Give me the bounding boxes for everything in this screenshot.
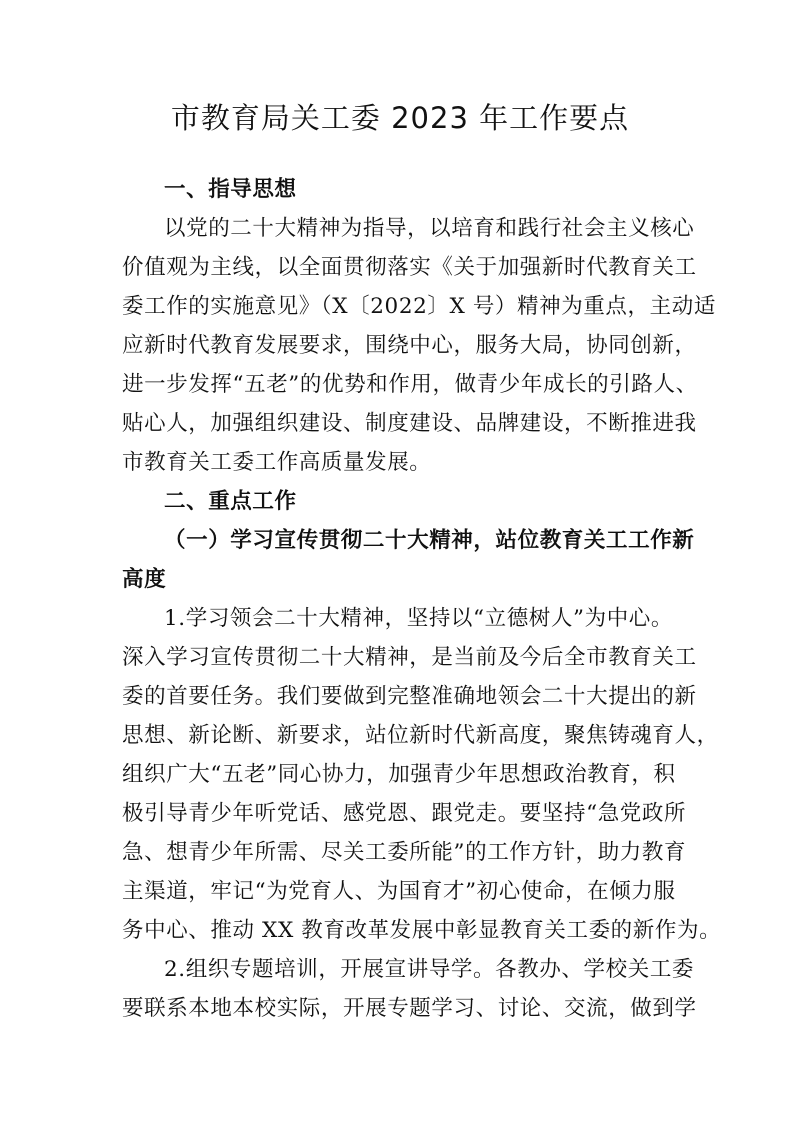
- paragraph-line: 市教育关工委工作高质量发展。: [122, 450, 432, 475]
- paragraph-line: 价值观为主线，以全面贯彻落实《关于加强新时代教育关工: [122, 255, 697, 280]
- paragraph-line: 应新时代教育发展要求，围绕中心，服务大局，协同创新，: [122, 333, 697, 358]
- paragraph-line: 极引导青少年听党话、感党恩、跟党走。要坚持“急党政所: [122, 801, 687, 826]
- subsection-heading: 高度: [122, 567, 167, 592]
- document-title: 市教育局关工委 2023 年工作要点: [170, 101, 630, 135]
- paragraph-line: 深入学习宣传贯彻二十大精神，是当前及今后全市教育关工: [122, 645, 697, 670]
- paragraph-line: 要联系本地本校实际，开展专题学习、讨论、交流，做到学: [122, 996, 697, 1021]
- section-heading: 一、指导思想: [164, 177, 297, 202]
- paragraph-line: 委的首要任务。我们要做到完整准确地领会二十大提出的新: [122, 684, 697, 709]
- document-body: [122, 170, 722, 1028]
- paragraph-line: 主渠道，牢记“为党育人、为国育才”初心使命，在倾力服: [122, 879, 676, 904]
- paragraph-line: 以党的二十大精神为指导，以培育和践行社会主义核心: [164, 216, 695, 241]
- paragraph-line: 贴心人，加强组织建设、制度建设、品牌建设，不断推进我: [122, 411, 697, 436]
- paragraph-line: 进一步发挥“五老”的优势和作用，做青少年成长的引路人、: [122, 372, 698, 397]
- paragraph-line: 思想、新论断、新要求，站位新时代新高度，聚焦铸魂育人，: [122, 723, 719, 748]
- paragraph-line: 委工作的实施意见》（X〔2022〕X 号）精神为重点，主动适: [122, 294, 716, 319]
- paragraph-line: 组织广大“五老”同心协力，加强青少年思想政治教育，积: [122, 762, 676, 787]
- section-heading: 二、重点工作: [164, 489, 297, 514]
- paragraph-line: 务中心、推动 XX 教育改革发展中彰显教育关工委的新作为。: [122, 918, 722, 943]
- paragraph-line: 1.学习领会二十大精神，坚持以“立德树人”为中心。: [164, 606, 673, 631]
- paragraph-line: 急、想青少年所需、尽关工委所能”的工作方针，助力教育: [122, 840, 687, 865]
- paragraph-line: 2.组织专题培训，开展宣讲导学。各教办、学校关工委: [164, 957, 695, 982]
- subsection-heading: （一）学习宣传贯彻二十大精神，站位教育关工工作新: [164, 528, 695, 553]
